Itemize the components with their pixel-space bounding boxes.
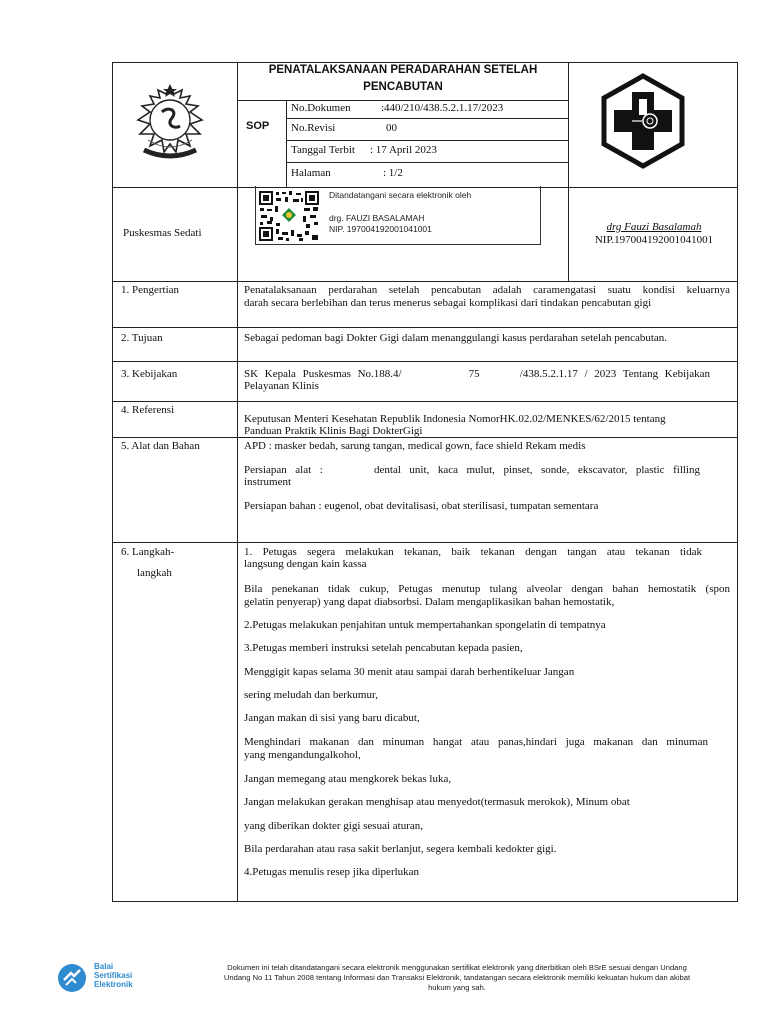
no-revisi-value: 00 bbox=[386, 122, 397, 134]
halaman-value: : 1/2 bbox=[383, 167, 403, 179]
alat-persiapan-2: instrument bbox=[244, 476, 292, 488]
bsre-line-1: Balai bbox=[94, 962, 114, 971]
regency-logo bbox=[128, 80, 212, 166]
bsre-line-2: Sertifikasi bbox=[94, 971, 133, 980]
langkah-step-13: 4.Petugas menulis resep jika diperlukan bbox=[244, 866, 420, 878]
title-line-2: PENCABUTAN bbox=[363, 81, 443, 93]
langkah-step-12: Bila perdarahan atau rasa sakit berlanjut, segera kembali kedokter gigi. bbox=[244, 843, 557, 855]
langkah-step-2b: gelatin penyerap) yang dapat diabsorbsi. Dalam mengaplikasikan bahan hemostatik, bbox=[244, 596, 615, 608]
alat-persiapan-bahan: Persiapan bahan : eugenol, obat devitalisasi, obat sterilisasi, tumpatan sementara bbox=[244, 500, 599, 512]
bsre-logo bbox=[56, 962, 156, 994]
signer-name: drg Fauzi Basalamah bbox=[606, 221, 702, 233]
puskesmas-name: Puskesmas Sedati bbox=[123, 227, 202, 239]
section-label-pengertian: 1. Pengertian bbox=[121, 284, 180, 296]
sop-label: SOP bbox=[246, 120, 270, 132]
kebijakan-content bbox=[244, 368, 710, 398]
pengertian-content bbox=[244, 284, 730, 324]
langkah-step-6: sering meludah dan berkumur, bbox=[244, 689, 378, 701]
referensi-line-2: Panduan Praktik Klinis Bagi DokterGigi bbox=[244, 425, 423, 437]
kebijakan-line-1: SK Kepala Puskesmas No.188.4/ 75 /438.5.2.1.17 / 2023 Tentang Kebijakan bbox=[244, 368, 710, 380]
alat-apd: APD : masker bedah, sarung tangan, medical gown, face shield Rekam medis bbox=[244, 440, 586, 452]
langkah-step-8b: yang mengandungalkohol, bbox=[244, 749, 361, 761]
referensi-line-1: Keputusan Menteri Kesehatan Republik Indonesia NomorHK.02.02/MENKES/62/2015 tentang bbox=[244, 413, 666, 425]
section-label-langkah-1: 6. Langkah- bbox=[121, 546, 175, 558]
tanggal-value: : 17 April 2023 bbox=[370, 144, 437, 156]
footer-note-line-3: hukum yang sah. bbox=[428, 983, 486, 992]
alat-content bbox=[244, 440, 700, 540]
signer-block bbox=[570, 221, 738, 247]
langkah-step-4: 3.Petugas memberi instruksi setelah pencabutan kepada pasien, bbox=[244, 642, 523, 654]
langkah-content bbox=[244, 546, 730, 896]
tujuan-text: Sebagai pedoman bagi Dokter Gigi dalam menanggulangi kasus perdarahan setelah pencabutan. bbox=[244, 332, 668, 344]
section-label-referensi: 4. Referensi bbox=[121, 404, 175, 416]
title-line-1: PENATALAKSANAAN PERADARAHAN SETELAH bbox=[268, 64, 538, 76]
no-revisi-label: No.Revisi bbox=[291, 122, 336, 134]
section-label-alat: 5. Alat dan Bahan bbox=[121, 440, 200, 452]
kebijakan-line-2: Pelayanan Klinis bbox=[244, 380, 319, 392]
langkah-step-1b: langsung dengan kain kassa bbox=[244, 558, 367, 570]
langkah-step-7: Jangan makan di sisi yang baru dicabut, bbox=[244, 712, 420, 724]
tujuan-content bbox=[244, 332, 730, 352]
langkah-step-10: Jangan melakukan gerakan menghisap atau menyedot(termasuk merokok), Minum obat bbox=[244, 796, 630, 808]
langkah-step-11: yang diberikan dokter gigi sesuai aturan, bbox=[244, 820, 424, 832]
langkah-step-9: Jangan memegang atau mengkorek bekas luka, bbox=[244, 773, 452, 785]
signer-nip: NIP.197004192001041001 bbox=[594, 234, 714, 246]
langkah-step-2a: Bila penekanan tidak cukup, Petugas menutup tulang alveolar dengan bahan hemostatik (spon bbox=[244, 583, 730, 595]
langkah-step-1a: 1. Petugas segera melakukan tekanan, baik tekanan dengan tangan atau tekanan tidak bbox=[244, 546, 702, 558]
section-label-tujuan: 2. Tujuan bbox=[121, 332, 163, 344]
esign-line-1: Ditandatangani secara elektronik oleh bbox=[329, 190, 472, 200]
pengertian-line-2: darah secara berlebihan dan terus menerus sebagai komplikasi dari tindakan pencabutan gigi bbox=[244, 297, 652, 309]
esign-nip: NIP. 197004192001041001 bbox=[329, 224, 432, 234]
qr-code bbox=[258, 190, 320, 242]
puskesmas-logo bbox=[598, 72, 688, 170]
halaman-label: Halaman bbox=[291, 167, 331, 179]
section-label-kebijakan: 3. Kebijakan bbox=[121, 368, 178, 380]
no-dokumen-value: :440/210/438.5.2.1.17/2023 bbox=[381, 102, 504, 114]
section-label-langkah-2: langkah bbox=[137, 567, 172, 579]
footer-note-line-2: Undang No 11 Tahun 2008 tentang Informasi dan Transaksi Elektronik, tandatangan secara elektronik memiliki kekuatan hukum dan akibat bbox=[223, 973, 691, 982]
bsre-line-3: Elektronik bbox=[94, 980, 133, 989]
tanggal-label: Tanggal Terbit bbox=[291, 144, 355, 156]
footer-note bbox=[168, 963, 746, 993]
langkah-step-5: Menggigit kapas selama 30 menit atau sampai darah berhentikeluar Jangan bbox=[244, 666, 575, 678]
referensi-content bbox=[244, 413, 730, 439]
langkah-step-3: 2.Petugas melakukan penjahitan untuk mempertahankan spongelatin di tempatnya bbox=[244, 619, 606, 631]
alat-persiapan-1: Persiapan alat : dental unit, kaca mulut, pinset, sonde, ekscavator, plastic filling bbox=[244, 464, 700, 476]
langkah-step-8a: Menghindari makanan dan minuman hangat atau panas,hindari juga makanan dan minuman bbox=[244, 736, 708, 748]
pengertian-line-1: Penatalaksanaan perdarahan setelah pencabutan adalah caramengatasi suatu kondisi keluarnya bbox=[244, 284, 730, 296]
esign-text bbox=[329, 190, 471, 235]
footer-note-line-1: Dokumen ini telah ditandatangani secara elektronik menggunakan sertifikat elektronik yang diterbitkan oleh BSrE sesuai dengan Undang bbox=[227, 963, 687, 972]
no-dokumen-label: No.Dokumen bbox=[291, 102, 351, 114]
esign-name: drg. FAUZI BASALAMAH bbox=[329, 213, 425, 223]
document-title bbox=[238, 62, 568, 100]
